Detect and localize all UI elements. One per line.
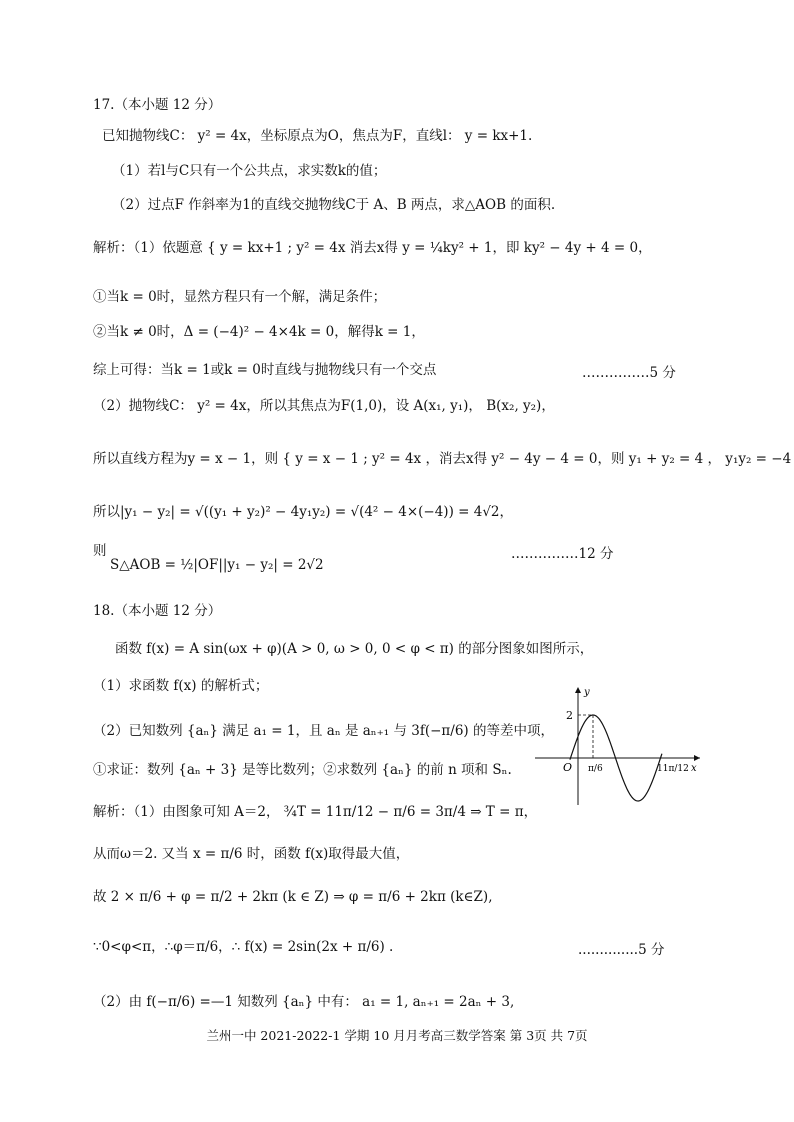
- sine-graph-figure: [535, 683, 705, 808]
- q17-case-2: ②当k ≠ 0时，Δ = (−4)² − 4×4k = 0，解得k = 1，: [93, 324, 425, 340]
- q17-case-1: ①当k = 0时，显然方程只有一个解，满足条件；: [93, 289, 387, 305]
- q17-part2: （2）过点F 作斜率为1的直线交抛物线C于 A、B 两点，求△AOB 的面积.: [112, 197, 556, 213]
- q17-solution-1: 解析：（1）依题意 { y = kx+1 ; y² = 4x 消去x得 y = ¼ky² + 1，即 ky² − 4y + 4 = 0，: [93, 240, 652, 256]
- q17-solution-2b: 所以直线方程为y = x − 1，则 { y = x − 1 ; y² = 4x ，消去x得 y² − 4y − 4 = 0，则 y₁ + y₂ = 4 ， y₁y₂ = −4: [93, 451, 792, 467]
- q17-part1: （1）若l与C只有一个公共点，求实数k的值；: [112, 163, 387, 179]
- q17-score-2: ……………12 分: [511, 546, 614, 562]
- q17-score-1: ……………5 分: [582, 365, 676, 381]
- q17-solution-2: （2）抛物线C： y² = 4x，所以其焦点为F(1,0)，设 A(x₁, y₁)， B(x₂, y₂)，: [93, 398, 555, 414]
- q18-score-1: ..............5 分: [578, 942, 665, 958]
- amplitude-label: 2: [566, 709, 573, 722]
- q18-solution-1c: 故 2 × π/6 + φ = π/2 + 2kπ (k ∈ Z) ⇒ φ = π/6 + 2kπ (k∈Z),: [93, 889, 493, 905]
- q17-solution-2d-prefix: 则: [93, 543, 107, 559]
- q18-part2b: ①求证：数列 {aₙ + 3} 是等比数列；②求数列 {aₙ} 的前 n 项和 Sₙ.: [93, 762, 512, 778]
- tick-11pi-over-12: 11π/12: [657, 764, 689, 774]
- q17-conclusion: 综上可得：当k = 1或k = 0时直线与抛物线只有一个交点: [93, 362, 437, 378]
- q18-part1: （1）求函数 f(x) 的解析式；: [93, 678, 269, 694]
- q18-solution-1d: ∵0<φ<π，∴φ＝π/6，∴ f(x) = 2sin(2x + π/6) .: [93, 939, 394, 955]
- q18-solution-1b: 从而ω＝2. 又当 x = π/6 时，函数 f(x)取得最大值，: [93, 846, 410, 862]
- q18-heading: 18.（本小题 12 分）: [93, 603, 222, 619]
- y-axis-arrow: [575, 687, 581, 693]
- q17-heading: 17.（本小题 12 分）: [93, 97, 222, 113]
- x-axis-arrow: [694, 755, 700, 761]
- origin-label: O: [563, 761, 573, 774]
- q17-area-result: S△AOB = ½|OF||y₁ − y₂| = 2√2: [110, 557, 324, 573]
- q18-solution-1: 解析：（1）由图象可知 A＝2， ¾T = 11π/12 − π/6 = 3π/4 ⇒ T = π，: [93, 804, 538, 820]
- y-axis-label: y: [584, 687, 590, 698]
- q18-part2: （2）已知数列 {aₙ} 满足 a₁ = 1，且 aₙ 是 aₙ₊₁ 与 3f(−π/6) 的等差中项，: [93, 723, 554, 739]
- tick-pi-over-6: π/6: [588, 764, 603, 774]
- page-footer: 兰州一中 2021-2022-1 学期 10 月月考高三数学答案 第 3页 共 7页: [206, 1028, 588, 1043]
- q18-stem: 函数 f(x) = A sin(ωx + φ)(A > 0, ω > 0, 0 < φ < π) 的部分图象如图所示，: [115, 641, 594, 657]
- x-axis-label: x: [691, 763, 697, 774]
- q17-stem: 已知抛物线C： y² = 4x，坐标原点为O，焦点为F，直线l： y = kx+1.: [102, 128, 533, 144]
- q17-solution-2c: 所以|y₁ − y₂| = √((y₁ + y₂)² − 4y₁y₂) = √(4² − 4×(−4)) = 4√2，: [93, 504, 514, 520]
- q18-solution-2: （2）由 f(−π/6) =—1 知数列 {aₙ} 中有： a₁ = 1, aₙ₊₁ = 2aₙ + 3,: [93, 994, 515, 1010]
